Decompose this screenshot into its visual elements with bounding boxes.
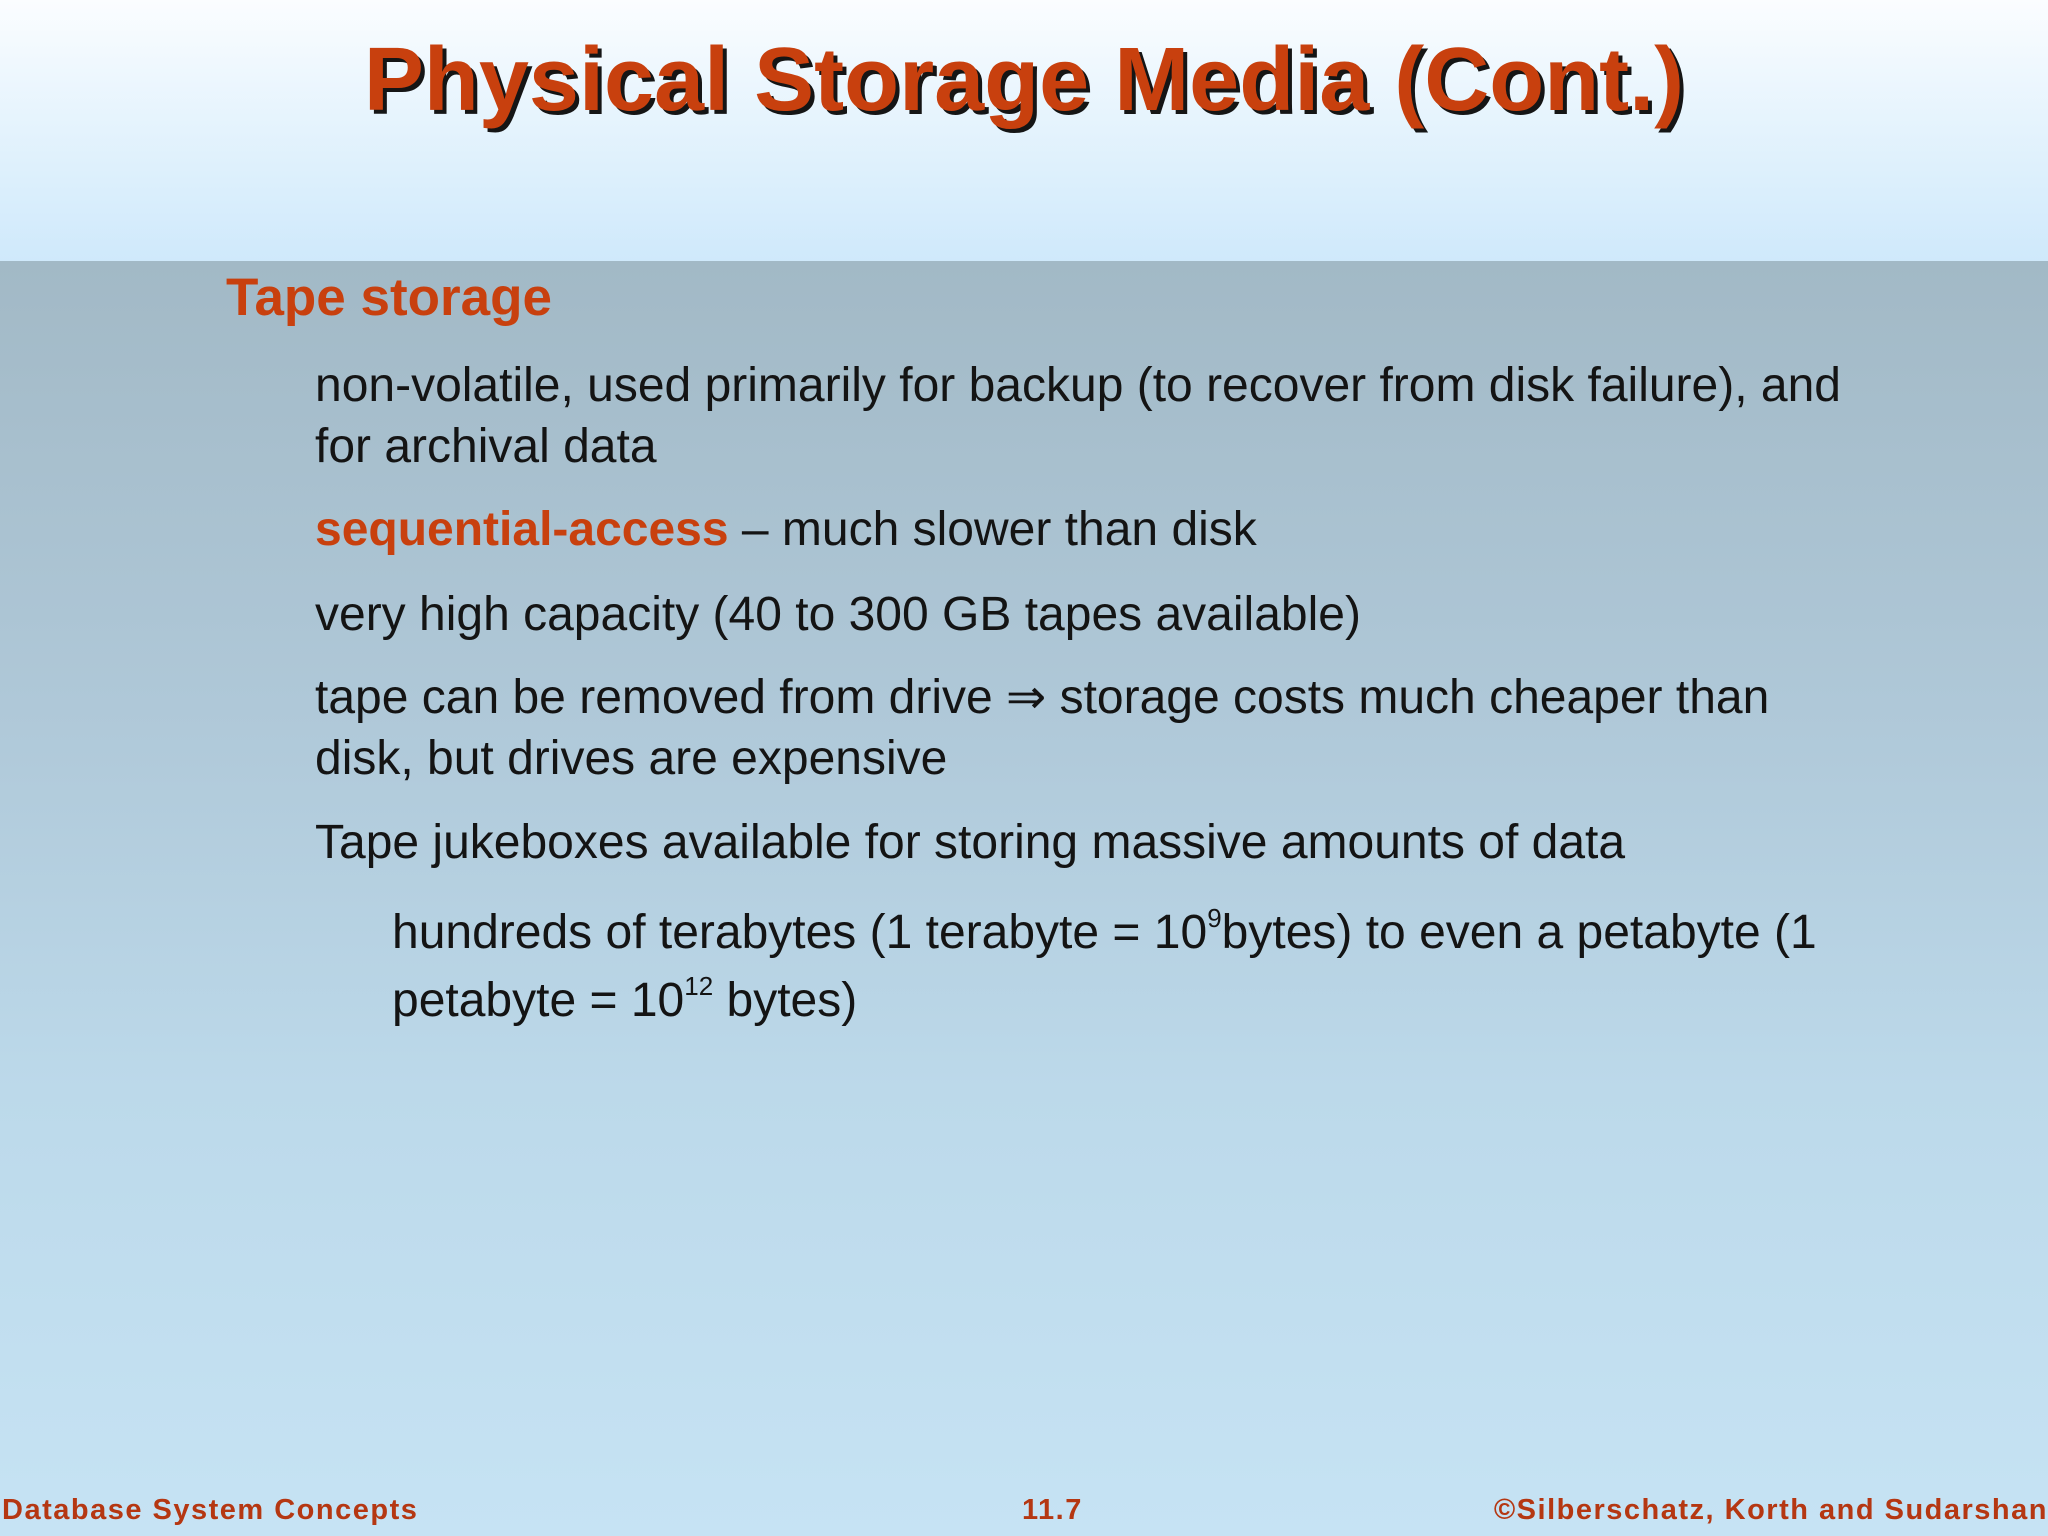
sequential-access-term: sequential-access <box>315 503 729 556</box>
sub-bullet-terabytes <box>392 899 1952 1035</box>
bullet-non-volatile: non-volatile, used primarily for backup (to recover from disk failure), and for archival data <box>315 359 1841 473</box>
bullet-capacity: very high capacity (40 to 300 GB tapes available) <box>315 588 1361 641</box>
terabyte-exponent: 9 <box>1207 903 1222 933</box>
bullet-sequential-access <box>315 499 1875 560</box>
slide-title: Physical Storage Media (Cont.) <box>363 30 1685 130</box>
petabyte-exponent: 12 <box>684 971 714 1001</box>
sub-text-part3: bytes) <box>713 974 858 1027</box>
footer-page-number: 11.7 <box>1022 1494 1083 1526</box>
sub-text-part1: hundreds of terabytes (1 terabyte = 10 <box>392 906 1208 959</box>
footer-book-title: Database System Concepts <box>2 1494 419 1526</box>
footer-copyright: ©Silberschatz, Korth and Sudarshan <box>1493 1494 2048 1526</box>
section-heading: Tape storage <box>226 268 552 327</box>
bullet-removable: tape can be removed from drive ⇒ storage costs much cheaper than disk, but drives are expensive <box>315 671 1770 785</box>
sequential-access-description: – much slower than disk <box>728 503 1257 556</box>
bullet-jukeboxes: Tape jukeboxes available for storing massive amounts of data <box>315 816 1626 869</box>
sub-text-part2: bytes) to even a petabyte (1 petabyte = 10 <box>392 906 1817 1027</box>
